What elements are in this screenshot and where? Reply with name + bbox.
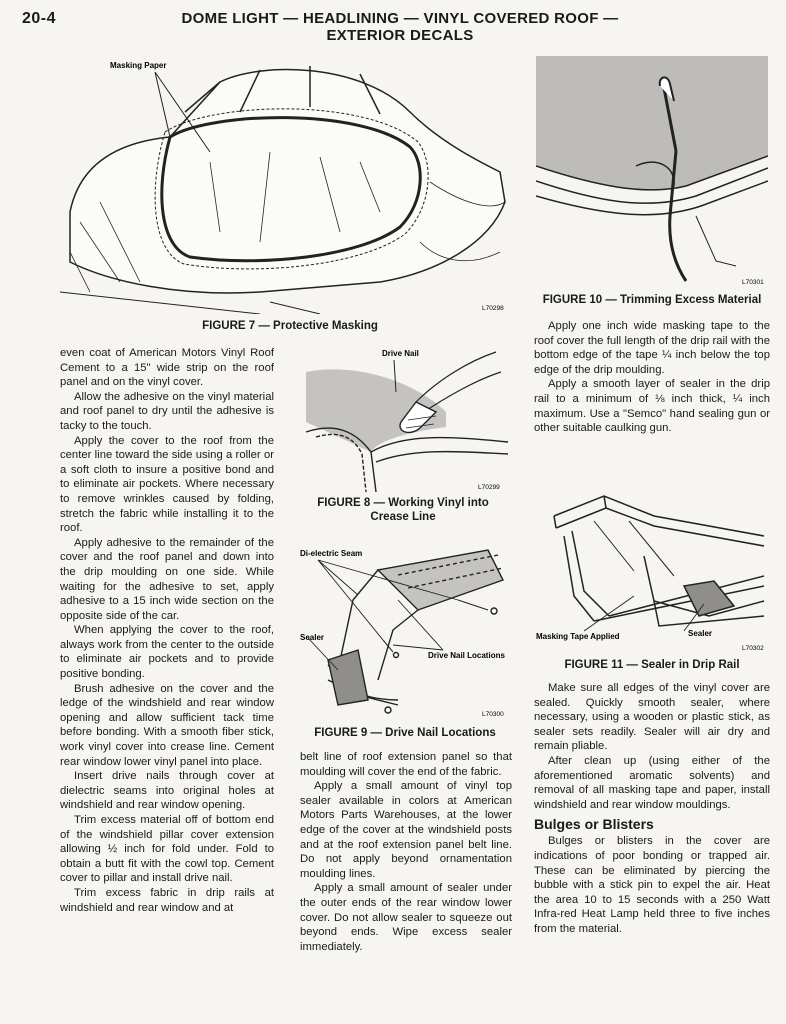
paragraph: After clean up (using either of the aforementioned aromatic solvents) and removal of all masking tape and paper, install windshield and rear window mouldings. <box>534 754 770 811</box>
column-3-lower-text <box>534 681 770 937</box>
figure-11-illustration <box>534 476 770 652</box>
paragraph: Allow the adhesive on the vinyl material and roof panel to dry until the adhesive is tacky to the touch. <box>60 390 274 432</box>
figure-11-code: L70302 <box>742 645 764 652</box>
figure-7 <box>60 52 515 314</box>
label-sealer: Sealer <box>300 633 325 642</box>
figure-11 <box>534 476 770 652</box>
figure-9-caption: FIGURE 9 — Drive Nail Locations <box>314 727 496 739</box>
label-drive-nail: Drive Nail <box>382 349 419 358</box>
paragraph: Brush adhesive on the cover and the ledge of the windshield and rear window opening and allow sufficient tack time before bonding. With a smooth fiber stick, work vinyl cover into crease line. Cement rear window lower vinyl panel into place. <box>60 682 274 768</box>
paragraph: Bulges or blisters in the cover are indications of poor bonding or trapped air. These can be eliminated by piercing the bubble with a stick pin to expel the air. Heat the area 10 to 15 seconds with a 250 Watt Infra-red Heat Lamp held three to five inches from the material. <box>534 835 770 935</box>
page-number: 20-4 <box>22 10 57 27</box>
label-dielectric-seam: Di-electric Seam <box>300 549 363 558</box>
paragraph: Apply a small amount of vinyl top sealer available in colors at American Motors Parts Warehouses, at the lower edge of the cover at the windshield posts and at the roof extension panel belt line. Do not apply beyond ornamentation moulding lines. <box>300 780 512 880</box>
figure-11-caption: FIGURE 11 — Sealer in Drip Rail <box>564 659 740 671</box>
figure-8 <box>296 342 508 492</box>
column-3-upper-text <box>534 319 770 436</box>
label-drive-nail-locations: Drive Nail Locations <box>428 651 505 660</box>
figure-8-illustration <box>296 342 508 492</box>
figure-10 <box>536 56 768 288</box>
paragraph: Make sure all edges of the vinyl cover are sealed. Quickly smooth sealer, where necessary, using a wooden or plastic stick, as sealer sets readily. Sealer will air dry and remain pliable. <box>534 682 770 753</box>
figure-9-code: L70300 <box>482 711 504 718</box>
figure-8-code: L70299 <box>478 484 500 491</box>
paragraph: belt line of roof extension panel so that moulding will cover the end of the fabric. <box>300 751 512 778</box>
paragraph: Apply adhesive to the remainder of the cover and the roof panel and down into the drip moulding on one side. While waiting for the adhesive to set, apply adhesive to a 15 inch wide section on the opposite side of the car. <box>60 536 274 622</box>
paragraph: Apply a smooth layer of sealer in the drip rail to a minimum of ⅛ inch thick, ¼ inch maximum. Use a "Semco" hand sealing gun or other suitable caulking gun. <box>534 378 770 435</box>
column-2-text <box>300 750 512 954</box>
figure-9-illustration <box>298 540 510 718</box>
page-title <box>150 10 650 44</box>
paragraph: Trim excess material off of bottom end of the windshield pillar cover extension allowing ½ inch for fold under. Fold to obtain a butt fit with the cowl top. Cement cover to pillar and install drive nail. <box>60 814 274 885</box>
label-masking-paper: Masking Paper <box>110 61 167 70</box>
paragraph: Trim excess fabric in drip rails at windshield and rear window and at <box>60 886 274 914</box>
page-title-line2: EXTERIOR DECALS <box>326 27 474 44</box>
paragraph: When applying the cover to the roof, always work from the center to the outside to eliminate air pockets and to provide positive bonding. <box>60 624 274 681</box>
figure-10-caption: FIGURE 10 — Trimming Excess Material <box>542 294 762 306</box>
figure-8-caption-line2: Crease Line <box>370 511 436 523</box>
label-masking-tape-applied: Masking Tape Applied <box>536 632 620 641</box>
paragraph: Insert drive nails through cover at dielectric seams into original holes at windshield and rear window opening. <box>60 770 274 812</box>
figure-7-illustration <box>60 52 515 314</box>
paragraph: Apply one inch wide masking tape to the roof cover the full length of the drip rail with the bottom edge of the tape ¼ inch below the top edge of the drip moulding. <box>534 320 770 376</box>
figure-10-illustration <box>536 56 768 288</box>
column-1-text <box>60 346 274 915</box>
paragraph: Apply the cover to the roof from the center line toward the side using a roller or a soft cloth to insure a positive bond and to eliminate air pockets. Where necessary to remove wrinkles caused by folding, stretch the fabric while installing it to the roof. <box>60 434 274 535</box>
figure-7-code: L70298 <box>482 305 504 312</box>
figure-7-caption: FIGURE 7 — Protective Masking <box>202 320 378 332</box>
label-sealer: Sealer <box>688 629 713 638</box>
figure-8-caption <box>300 496 506 524</box>
figure-10-code: L70301 <box>742 279 764 286</box>
paragraph: Apply a small amount of sealer under the outer ends of the rear window lower cover. Do not allow sealer to squeeze out beyond ends. Wipe excess sealer immediately. <box>300 882 512 953</box>
figure-8-caption-line1: FIGURE 8 — Working Vinyl into <box>317 497 489 509</box>
figure-9 <box>298 540 510 718</box>
paragraph: even coat of American Motors Vinyl Roof Cement to a 15" wide strip on the roof panel and on the vinyl cover. <box>60 347 274 389</box>
page-title-line1: DOME LIGHT — HEADLINING — VINYL COVERED ROOF — <box>181 10 619 27</box>
section-heading: Bulges or Blisters <box>534 816 654 833</box>
